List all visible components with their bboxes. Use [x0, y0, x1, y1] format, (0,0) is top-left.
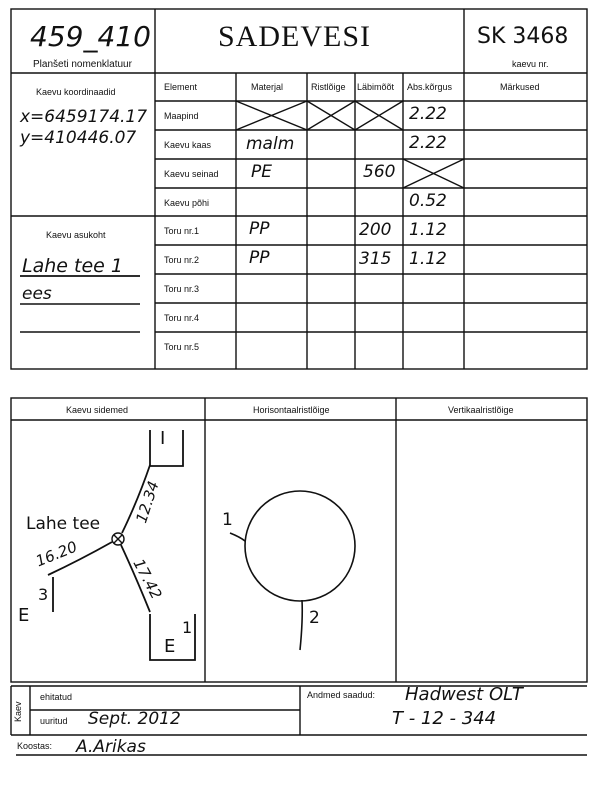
well-id: SK 3468 [477, 24, 569, 49]
sketch-pipe2-length: 16.20 [33, 537, 80, 571]
row-element: Maapind [164, 111, 199, 121]
cell-height: 0.52 [409, 191, 447, 211]
footer-surveyed-label: uuritud [40, 716, 68, 726]
sketch-label-I: I [160, 428, 166, 449]
sketch-label-1: 1 [182, 618, 193, 637]
footer-data-from-line2: T - 12 - 344 [392, 708, 497, 729]
sheet-number: 459_410 [30, 20, 151, 53]
col-header-material: Materjal [251, 82, 284, 92]
cell-material: malm [246, 134, 295, 154]
section-vertical-label: Vertikaalristlõige [448, 405, 514, 415]
location-line2: ees [22, 284, 52, 304]
cell-material: PE [251, 162, 272, 182]
cell-diameter: 315 [359, 249, 392, 269]
page-title: SADEVESI [218, 20, 372, 53]
horizontal-pipe2-label: 2 [309, 608, 320, 628]
horizontal-pipe1-label: 1 [222, 510, 233, 530]
row-element: Kaevu seinad [164, 169, 219, 179]
sketch-street-label: Lahe tee [26, 514, 101, 534]
section-connections-label: Kaevu sidemed [66, 405, 129, 415]
footer-compiled-value: A.Arikas [76, 737, 146, 757]
footer-data-from-label: Andmed saadud: [307, 690, 376, 700]
footer-compiled-label: Koostas: [17, 741, 53, 751]
col-header-element: Element [164, 82, 198, 92]
footer-side-label: Kaev [13, 701, 23, 722]
coordinate-x: x=6459174.17 [20, 107, 148, 127]
cell-material: PP [249, 219, 270, 239]
footer-data-from-line1: Hadwest OLT [405, 684, 523, 705]
cell-height: 1.12 [409, 220, 447, 240]
row-element: Toru nr.4 [164, 313, 200, 323]
col-header-height: Abs.kõrgus [407, 82, 453, 92]
col-header-diameter: Läbimõõt [357, 82, 395, 92]
well-label: kaevu nr. [512, 59, 549, 69]
cell-diameter: 560 [363, 162, 396, 182]
row-element: Kaevu kaas [164, 140, 212, 150]
row-element: Toru nr.3 [164, 284, 200, 294]
row-element: Kaevu põhi [164, 198, 210, 208]
location-label: Kaevu asukoht [46, 230, 106, 240]
row-element: Toru nr.1 [164, 226, 200, 236]
section-horizontal-label: Horisontaalristlõige [253, 405, 330, 415]
sketch-pipe1-length: 12.34 [132, 478, 163, 526]
cell-height: 1.12 [409, 249, 447, 269]
row-element: Toru nr.5 [164, 342, 200, 352]
sketch-label-3: 3 [38, 585, 49, 604]
coordinate-y: y=410446.07 [20, 128, 137, 148]
col-header-cross: Ristlõige [311, 82, 346, 92]
sheet-label: Planšeti nomenklatuur [33, 59, 132, 70]
cell-material: PP [249, 248, 270, 268]
sketch-pipe3-length: 17.42 [129, 555, 166, 603]
footer-surveyed-value: Sept. 2012 [88, 709, 181, 729]
location-line1: Lahe tee 1 [22, 255, 123, 277]
cell-height: 2.22 [409, 133, 447, 153]
col-header-notes: Märkused [500, 82, 540, 92]
coordinates-label: Kaevu koordinaadid [36, 87, 116, 97]
sketch-label-E-right: E [164, 636, 176, 657]
cell-height: 2.22 [409, 104, 447, 124]
sketch-label-E-left: E [18, 605, 30, 626]
cell-diameter: 200 [359, 220, 392, 240]
row-element: Toru nr.2 [164, 255, 200, 265]
footer-built-label: ehitatud [40, 692, 73, 702]
